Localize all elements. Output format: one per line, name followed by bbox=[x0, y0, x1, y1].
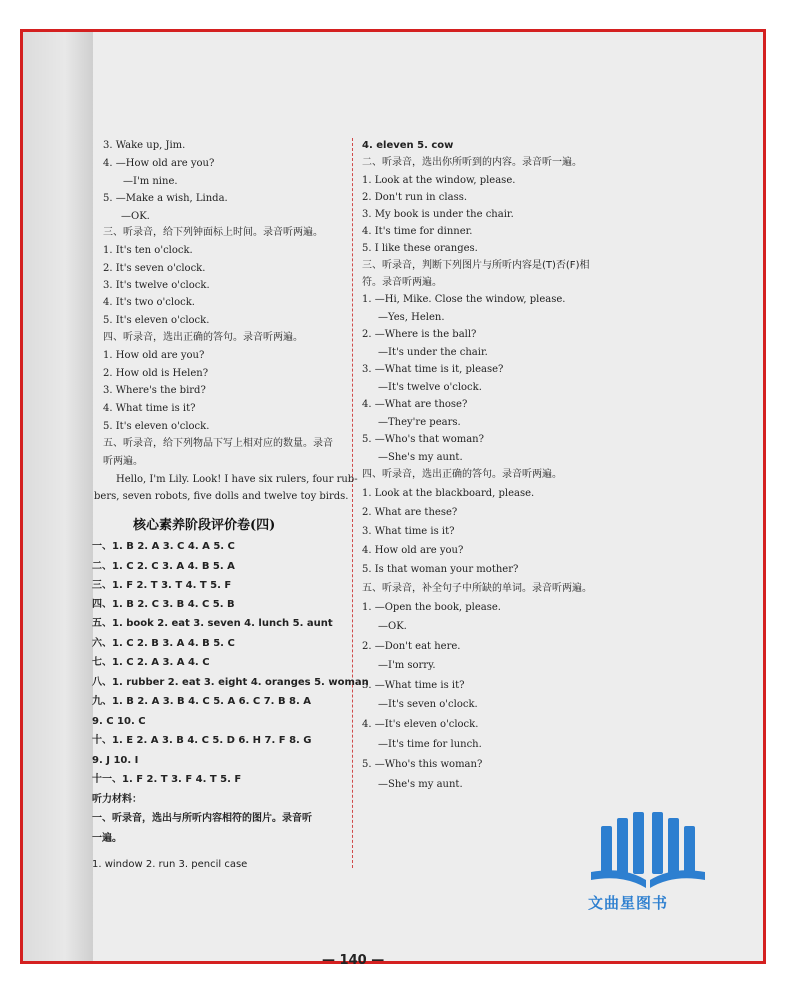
text-line: Hello, I'm Lily. Look! I have six rulers, four rub- bbox=[116, 474, 358, 485]
text-line: 听两遍。 bbox=[103, 456, 143, 467]
answer-line: 十一、1. F 2. T 3. F 4. T 5. F bbox=[92, 774, 242, 785]
text-line: —She's my aunt. bbox=[378, 452, 463, 463]
text-line: 1. Look at the window, please. bbox=[362, 175, 516, 186]
answer-line: 一、听录音，选出与所听内容相符的图片。录音听 bbox=[92, 813, 312, 824]
text-line: —OK. bbox=[121, 211, 150, 222]
text-line: 五、听录音，给下列物品下写上相对应的数量。录音 bbox=[103, 438, 333, 449]
answer-line: 1. window 2. run 3. pencil case bbox=[92, 859, 248, 870]
answer-line: 二、1. C 2. C 3. A 4. B 5. A bbox=[92, 561, 235, 572]
text-line: —Yes, Helen. bbox=[378, 312, 445, 323]
text-line: 5. —Make a wish, Linda. bbox=[103, 193, 228, 204]
text-line: —I'm nine. bbox=[123, 176, 178, 187]
answer-line: 听力材料： bbox=[92, 794, 142, 805]
text-line: —OK. bbox=[378, 621, 407, 632]
answer-line: 三、1. F 2. T 3. T 4. T 5. F bbox=[92, 580, 232, 591]
text-line: 5. —Who's that woman? bbox=[362, 434, 484, 445]
answer-line: 9. C 10. C bbox=[92, 716, 146, 727]
text-line: 3. Where's the bird? bbox=[103, 385, 206, 396]
text-line: 4. —It's eleven o'clock. bbox=[362, 719, 479, 730]
text-line: 3. What time is it? bbox=[362, 526, 455, 537]
text-line: 4. eleven 5. cow bbox=[362, 140, 454, 151]
answer-line: 九、1. B 2. A 3. B 4. C 5. A 6. C 7. B 8. A bbox=[92, 696, 312, 707]
text-line: 5. Is that woman your mother? bbox=[362, 564, 519, 575]
text-line: 3. —What time is it? bbox=[362, 680, 465, 691]
text-line: 3. It's twelve o'clock. bbox=[103, 280, 210, 291]
page-number: — 140 — bbox=[322, 953, 385, 968]
answer-line: 一、1. B 2. A 3. C 4. A 5. C bbox=[92, 541, 235, 552]
text-line: 3. —What time is it, please? bbox=[362, 364, 504, 375]
text-line: bers, seven robots, five dolls and twelve toy birds. bbox=[94, 491, 349, 502]
text-line: 1. Look at the blackboard, please. bbox=[362, 488, 535, 499]
text-line: 五、听录音，补全句子中所缺的单词。录音听两遍。 bbox=[362, 583, 592, 594]
text-line: 1. How old are you? bbox=[103, 350, 205, 361]
text-line: —It's twelve o'clock. bbox=[378, 382, 482, 393]
answer-line: 八、1. rubber 2. eat 3. eight 4. oranges 5. woman bbox=[92, 677, 369, 688]
answer-line: 9. J 10. I bbox=[92, 755, 139, 766]
text-line: 4. It's two o'clock. bbox=[103, 297, 195, 308]
book-spine bbox=[23, 32, 93, 961]
text-line: 2. Don't run in class. bbox=[362, 192, 468, 203]
text-line: —It's under the chair. bbox=[378, 347, 488, 358]
text-line: 1. It's ten o'clock. bbox=[103, 245, 193, 256]
answer-line: 四、1. B 2. C 3. B 4. C 5. B bbox=[92, 599, 235, 610]
text-line: 符。录音听两遍。 bbox=[362, 277, 442, 288]
text-line: 3. My book is under the chair. bbox=[362, 209, 514, 220]
answer-line: 七、1. C 2. A 3. A 4. C bbox=[92, 657, 210, 668]
text-line: 2. It's seven o'clock. bbox=[103, 263, 206, 274]
text-line: 4. How old are you? bbox=[362, 545, 464, 556]
text-line: 2. How old is Helen? bbox=[103, 368, 209, 379]
text-line: 4. —How old are you? bbox=[103, 158, 215, 169]
text-line: —They're pears. bbox=[378, 417, 461, 428]
text-line: 4. It's time for dinner. bbox=[362, 226, 473, 237]
answer-line: 六、1. C 2. B 3. A 4. B 5. C bbox=[92, 638, 235, 649]
text-line: 4. What time is it? bbox=[103, 403, 196, 414]
text-line: 5. —Who's this woman? bbox=[362, 759, 483, 770]
text-line: 二、听录音，选出你所听到的内容。录音听一遍。 bbox=[362, 157, 582, 168]
section-title: 核心素养阶段评价卷(四) bbox=[133, 518, 276, 533]
text-line: 3. Wake up, Jim. bbox=[103, 140, 186, 151]
text-line: 1. —Hi, Mike. Close the window, please. bbox=[362, 294, 566, 305]
text-line: 1. —Open the book, please. bbox=[362, 602, 501, 613]
text-line: —It's time for lunch. bbox=[378, 739, 482, 750]
text-line: 三、听录音，判断下列图片与所听内容是(T)否(F)相 bbox=[362, 260, 590, 271]
publisher-logo-text: 文曲星图书 bbox=[588, 894, 669, 912]
answer-line: 十、1. E 2. A 3. B 4. C 5. D 6. H 7. F 8. G bbox=[92, 735, 312, 746]
text-line: 5. It's eleven o'clock. bbox=[103, 421, 210, 432]
text-line: —She's my aunt. bbox=[378, 779, 463, 790]
column-divider bbox=[352, 138, 353, 868]
text-line: 四、听录音，选出正确的答句。录音听两遍。 bbox=[362, 469, 562, 480]
text-line: —I'm sorry. bbox=[378, 660, 436, 671]
text-line: 4. —What are those? bbox=[362, 399, 468, 410]
text-line: —It's seven o'clock. bbox=[378, 699, 478, 710]
text-line: 四、听录音，选出正确的答句。录音听两遍。 bbox=[103, 332, 303, 343]
text-line: 2. —Don't eat here. bbox=[362, 641, 461, 652]
answer-line: 五、1. book 2. eat 3. seven 4. lunch 5. aunt bbox=[92, 618, 333, 629]
answer-line: 一遍。 bbox=[92, 833, 122, 844]
text-line: 2. —Where is the ball? bbox=[362, 329, 477, 340]
text-line: 三、听录音，给下列钟面标上时间。录音听两遍。 bbox=[103, 227, 323, 238]
text-line: 2. What are these? bbox=[362, 507, 458, 518]
text-line: 5. I like these oranges. bbox=[362, 243, 478, 254]
text-line: 5. It's eleven o'clock. bbox=[103, 315, 210, 326]
